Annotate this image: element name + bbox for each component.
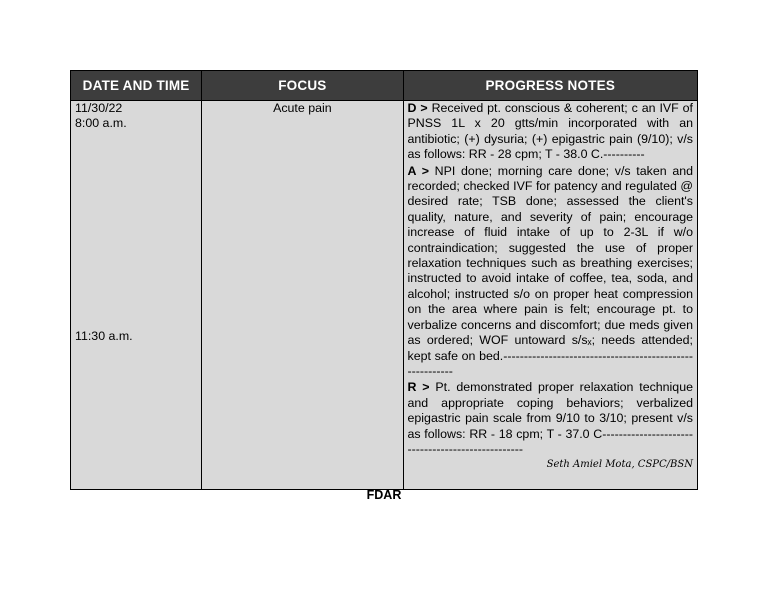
data-note — [408, 101, 693, 163]
entry-time-2: 11:30 a.m. — [75, 329, 133, 343]
entry-date: 11/30/22 — [75, 101, 123, 115]
data-tag: D > — [407, 101, 428, 115]
action-tag: A > — [407, 163, 429, 178]
response-text: Pt. demonstrated proper relaxation technique and appropriate coping behaviors; verbalized epigastric pain scale from 9/10 to 3/10; present v/s as follows: RR - 18 cpm; T - 37.0 C-------------------------------------------------- — [407, 380, 693, 456]
header-progress-notes: PROGRESS NOTES — [403, 71, 697, 101]
response-tag: R > — [407, 380, 430, 395]
fdar-table — [70, 70, 698, 490]
progress-notes-cell — [403, 101, 697, 490]
header-date-time: DATE AND TIME — [71, 71, 202, 101]
date-time-cell — [71, 101, 202, 490]
action-note — [408, 164, 693, 380]
table-row — [71, 101, 698, 490]
table-caption: FDAR — [366, 488, 402, 502]
nurse-signature: Seth Amiel Mota, CSPC/BSN — [546, 459, 693, 471]
header-focus: FOCUS — [202, 71, 403, 101]
focus-text: Acute pain — [273, 101, 332, 115]
action-text: NPI done; morning care done; v/s taken and recorded; checked IVF for patency and regulated @ desired rate; TSB done; assessed the client's quality, nature, and severity of pain; encourage increase of fluid intake of up to 2-3L if w/o contraindication; suggested the use of proper relaxation techniques such as breathing exercises; instructed to avoid intake of coffee, tea, soda, and alcohol; instructed s/o on proper heat compression on the area where pain is felt; encourage pt. to verbalize concerns and discomfort; due meds given as ordered; WOF untoward s/sₓ; needs attended; kept safe on bed.--------------------------------------------------------- — [407, 163, 693, 378]
focus-cell — [202, 101, 403, 490]
table-header-row — [71, 71, 698, 101]
data-text: Received pt. conscious & coherent; c an IVF of PNSS 1L x 20 gtts/min incorporated with an antibiotic; (+) dysuria; (+) epigastric pain (9/10); v/s as follows: RR - 28 cpm; T - 38.0 C.---------- — [407, 101, 693, 162]
entry-time-1: 8:00 a.m. — [75, 116, 127, 131]
response-note — [408, 380, 693, 457]
